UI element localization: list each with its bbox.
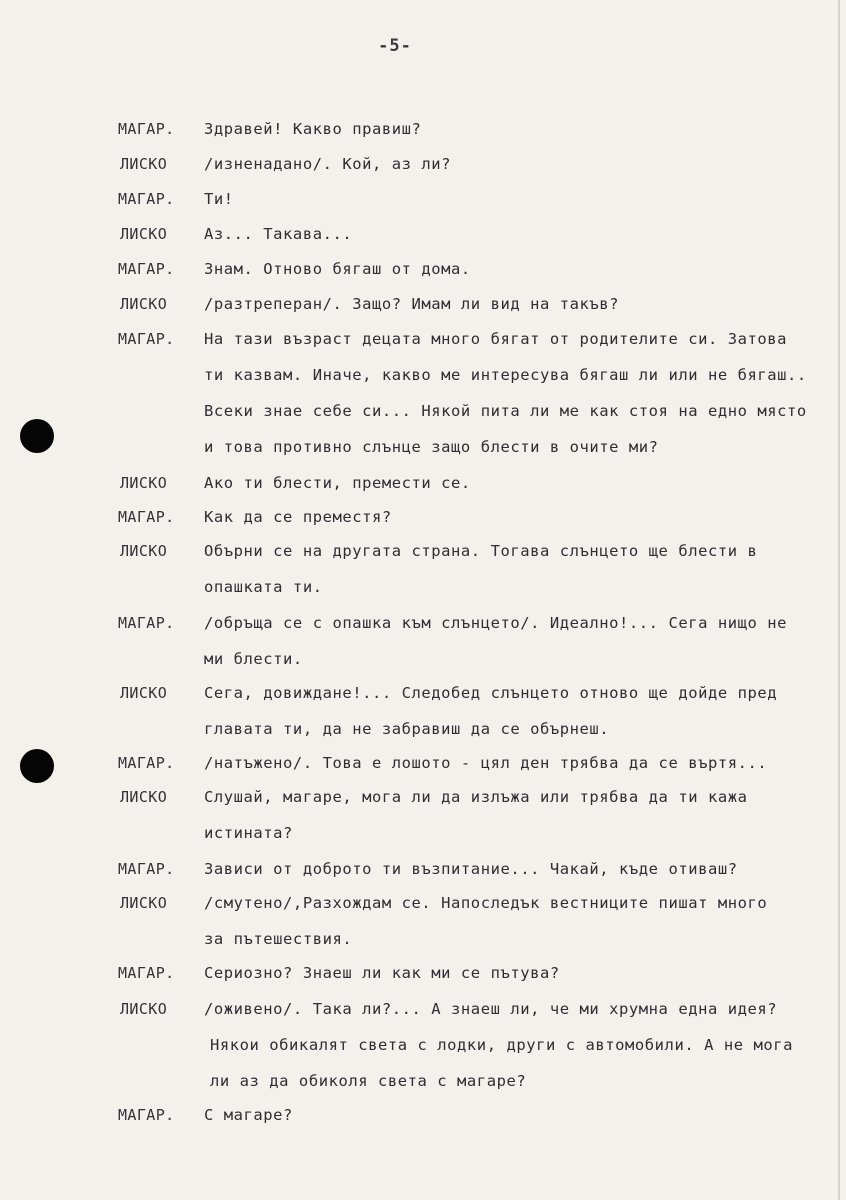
dialogue-line: Ако ти блести, премести се. [204, 474, 471, 492]
page-edge [838, 0, 840, 1200]
speaker-name: ЛИСКО [120, 225, 168, 243]
dialogue-line: и това противно слънце защо блести в очите ми? [204, 438, 659, 456]
dialogue-line: /натъжено/. Това е лошото - цял ден трябва да се въртя... [204, 754, 768, 772]
speaker-name: МАГАР. [118, 1106, 175, 1124]
speaker-name: МАГАР. [118, 330, 175, 348]
dialogue-line: Всеки знае себе си... Някой пита ли ме как стоя на едно място [204, 402, 807, 420]
dialogue-line: Обърни се на другата страна. Тогава слънцето ще блести в [204, 542, 758, 560]
speaker-name: ЛИСКО [120, 474, 168, 492]
dialogue-line: Някои обикалят света с лодки, други с автомобили. А не мога [210, 1036, 794, 1054]
dialogue-line: Сериозно? Знаеш ли как ми се пътува? [204, 964, 560, 982]
speaker-name: ЛИСКО [120, 155, 168, 173]
speaker-name: МАГАР. [118, 120, 175, 138]
dialogue-line: Аз... Такава... [204, 225, 353, 243]
dialogue-line: ли аз да обиколя света с магаре? [210, 1072, 527, 1090]
dialogue-line: /оживено/. Така ли?... А знаеш ли, че ми хрумна една идея? [204, 1000, 778, 1018]
speaker-name: ЛИСКО [120, 542, 168, 560]
dialogue-line: На тази възраст децата много бягат от родителите си. Затова [204, 330, 788, 348]
punch-hole-upper [20, 419, 54, 453]
speaker-name: ЛИСКО [120, 684, 168, 702]
speaker-name: ЛИСКО [120, 788, 168, 806]
speaker-name: МАГАР. [118, 508, 175, 526]
dialogue-line: Слушай, магаре, мога ли да излъжа или трябва да ти кажа [204, 788, 748, 806]
dialogue-line: истината? [204, 824, 293, 842]
dialogue-line: опашката ти. [204, 578, 323, 596]
dialogue-line: /смутено/,Разхождам се. Напоследък вестниците пишат много [204, 894, 768, 912]
dialogue-line: ми блести. [204, 650, 303, 668]
speaker-name: ЛИСКО [120, 894, 168, 912]
dialogue-line: /изненадано/. Кой, аз ли? [204, 155, 452, 173]
dialogue-line: Зависи от доброто ти възпитание... Чакай, къде отиваш? [204, 860, 738, 878]
speaker-name: МАГАР. [118, 964, 175, 982]
dialogue-line: ти казвам. Иначе, какво ме интересува бягаш ли или не бягаш.. [204, 366, 807, 384]
dialogue-line: за пътешествия. [204, 930, 353, 948]
punch-hole-lower [20, 749, 54, 783]
dialogue-line: Сега, довиждане!... Следобед слънцето отново ще дойде пред [204, 684, 778, 702]
speaker-name: ЛИСКО [120, 1000, 168, 1018]
page-number: -5- [378, 36, 412, 56]
dialogue-line: Здравей! Какво правиш? [204, 120, 422, 138]
dialogue-line: /разтреперан/. Защо? Имам ли вид на такъв? [204, 295, 620, 313]
dialogue-line: главата ти, да не забравиш да се обърнеш. [204, 720, 610, 738]
speaker-name: МАГАР. [118, 860, 175, 878]
speaker-name: МАГАР. [118, 754, 175, 772]
dialogue-line: С магаре? [204, 1106, 293, 1124]
speaker-name: МАГАР. [118, 614, 175, 632]
speaker-name: ЛИСКО [120, 295, 168, 313]
speaker-name: МАГАР. [118, 260, 175, 278]
dialogue-line: /обръща се с опашка към слънцето/. Идеално!... Сега нищо не [204, 614, 788, 632]
dialogue-line: Ти! [204, 190, 234, 208]
dialogue-line: Как да се преместя? [204, 508, 392, 526]
dialogue-line: Знам. Отново бягаш от дома. [204, 260, 471, 278]
speaker-name: МАГАР. [118, 190, 175, 208]
